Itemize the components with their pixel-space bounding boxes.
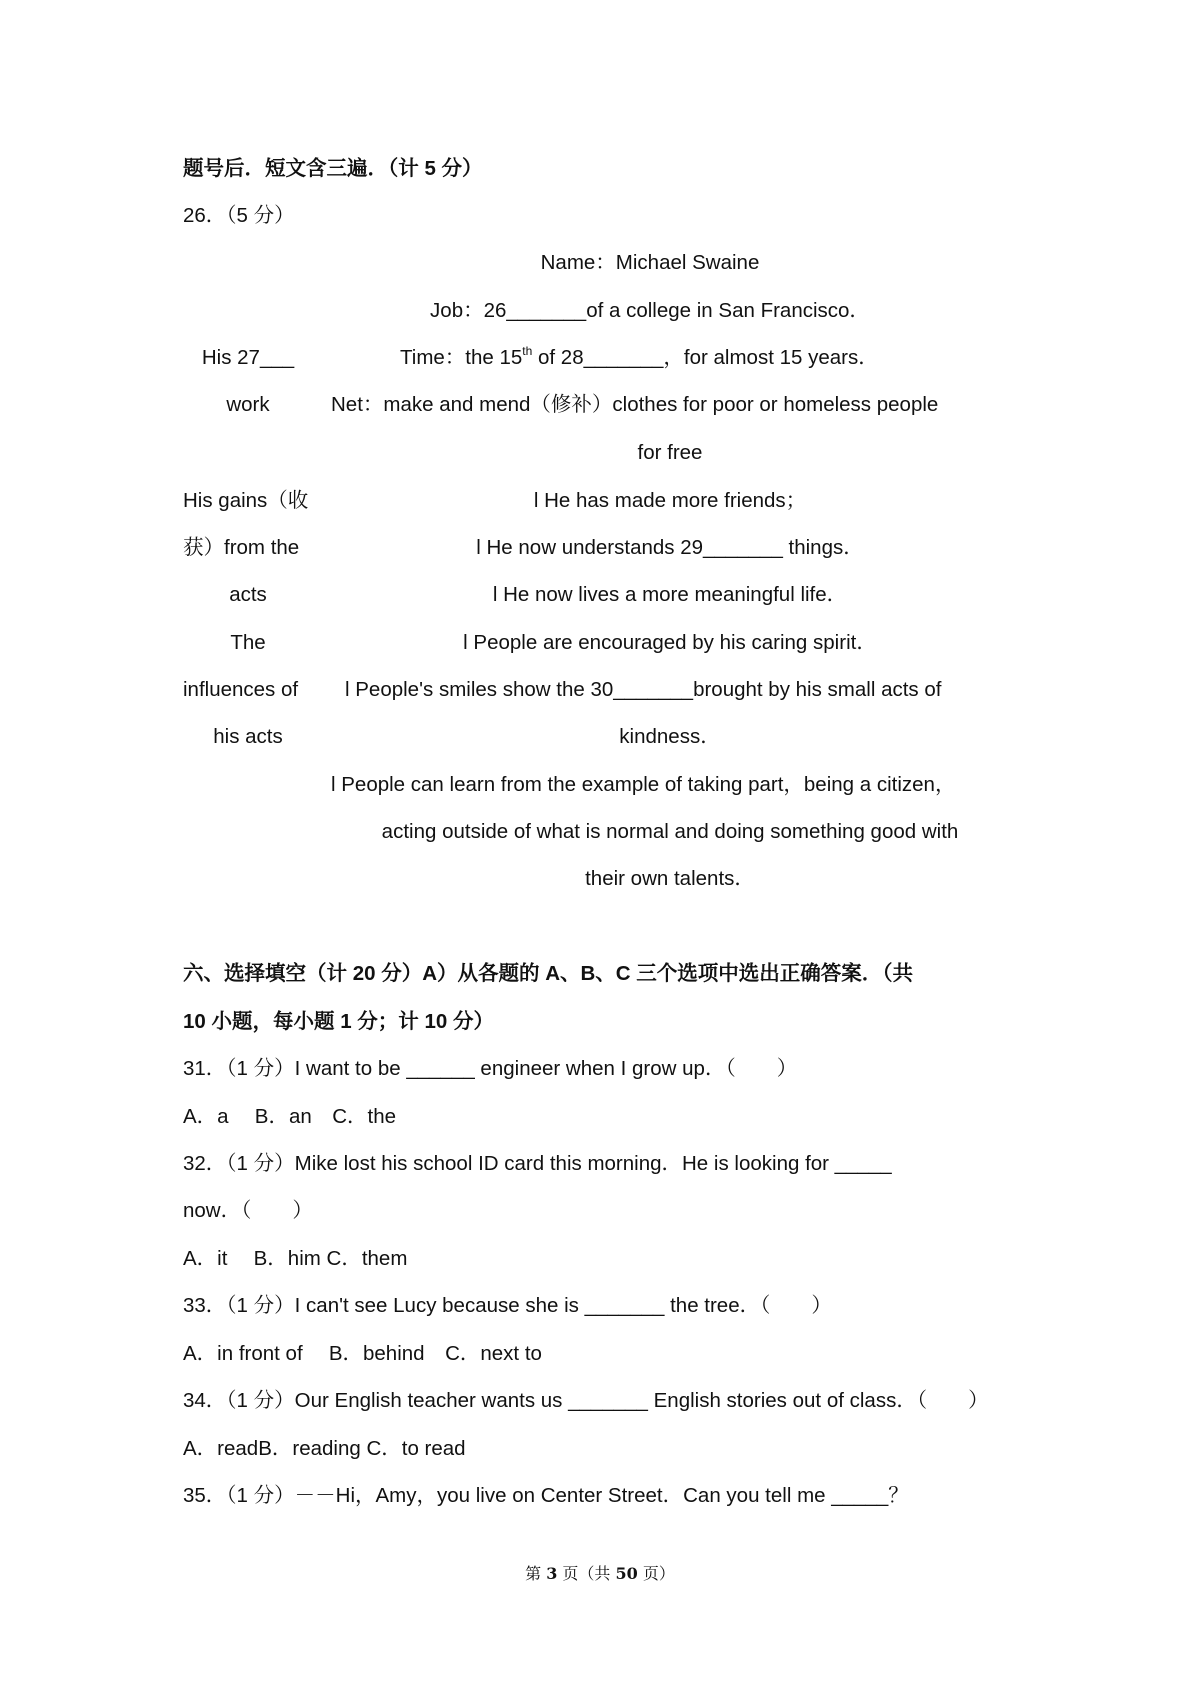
gain-1: l He has made more friends； <box>533 489 807 512</box>
intro-line: 题号后．短文含三遍．（计 5 分） <box>183 157 483 180</box>
page-footer: 第 3 页（共 50 页） <box>525 1564 675 1583</box>
question-33-options: A．in front of B．behind C．next to <box>183 1342 542 1365</box>
gain-3: l He now lives a more meaningful life． <box>492 583 848 606</box>
influence-2a: l People's smiles show the 30_______brought by his small acts of <box>345 678 942 701</box>
gain-2: l He now understands 29_______ things． <box>476 536 864 559</box>
gains-label-a: His gains（收 <box>183 489 309 512</box>
job-row: Job：26_______of a college in San Francisco． <box>430 299 870 322</box>
gains-label-b: 获）from the <box>183 536 300 559</box>
time-row: Time：the 15th of 28_______，for almost 15 years． <box>400 344 879 369</box>
net-row-b: for free <box>637 441 703 464</box>
section6-heading-2: 10 小题，每小题 1 分；计 10 分） <box>183 1010 494 1033</box>
influence-label-a: The <box>230 631 266 654</box>
question-34-options: A．readB．reading C．to read <box>183 1437 466 1460</box>
question-33: 33．（1 分）I can't see Lucy because she is _______ the tree．（ ） <box>183 1294 832 1317</box>
question-32-options: A．it B．him C．them <box>183 1247 408 1270</box>
influence-2b: kindness． <box>619 725 721 748</box>
question-34: 34．（1 分）Our English teacher wants us _______ English stories out of class．（ ） <box>183 1389 989 1412</box>
q26-header: 26．（5 分） <box>183 204 295 227</box>
question-31: 31．（1 分）I want to be ______ engineer when I grow up．（ ） <box>183 1057 798 1080</box>
influence-label-b: influences of <box>183 678 299 701</box>
influence-3a: l People can learn from the example of taking part，being a citizen， <box>331 773 956 796</box>
work-label-a: His 27___ <box>201 346 295 369</box>
question-31-options: A．a B．an C．the <box>183 1105 397 1128</box>
section6-heading-1: 六、选择填空（计 20 分）A）从各题的 A、B、C 三个选项中选出正确答案．（共 <box>183 962 914 985</box>
gains-label-c: acts <box>229 583 267 606</box>
influence-3b: acting outside of what is normal and doing something good with <box>381 820 959 843</box>
influence-3c: their own talents． <box>585 867 755 890</box>
name-row: Name：Michael Swaine <box>540 251 760 274</box>
question-32a: 32．（1 分）Mike lost his school ID card this morning．He is looking for _____ <box>183 1152 892 1175</box>
influence-label-c: his acts <box>213 725 283 748</box>
work-label-b: work <box>226 393 270 416</box>
question-35: 35．（1 分）－－Hi，Amy，you live on Center Street．Can you tell me _____？ <box>183 1484 909 1507</box>
question-32b: now．（ ） <box>183 1199 313 1222</box>
net-row-a: Net：make and mend（修补）clothes for poor or homeless people <box>331 393 939 416</box>
influence-1: l People are encouraged by his caring spirit． <box>463 631 877 654</box>
